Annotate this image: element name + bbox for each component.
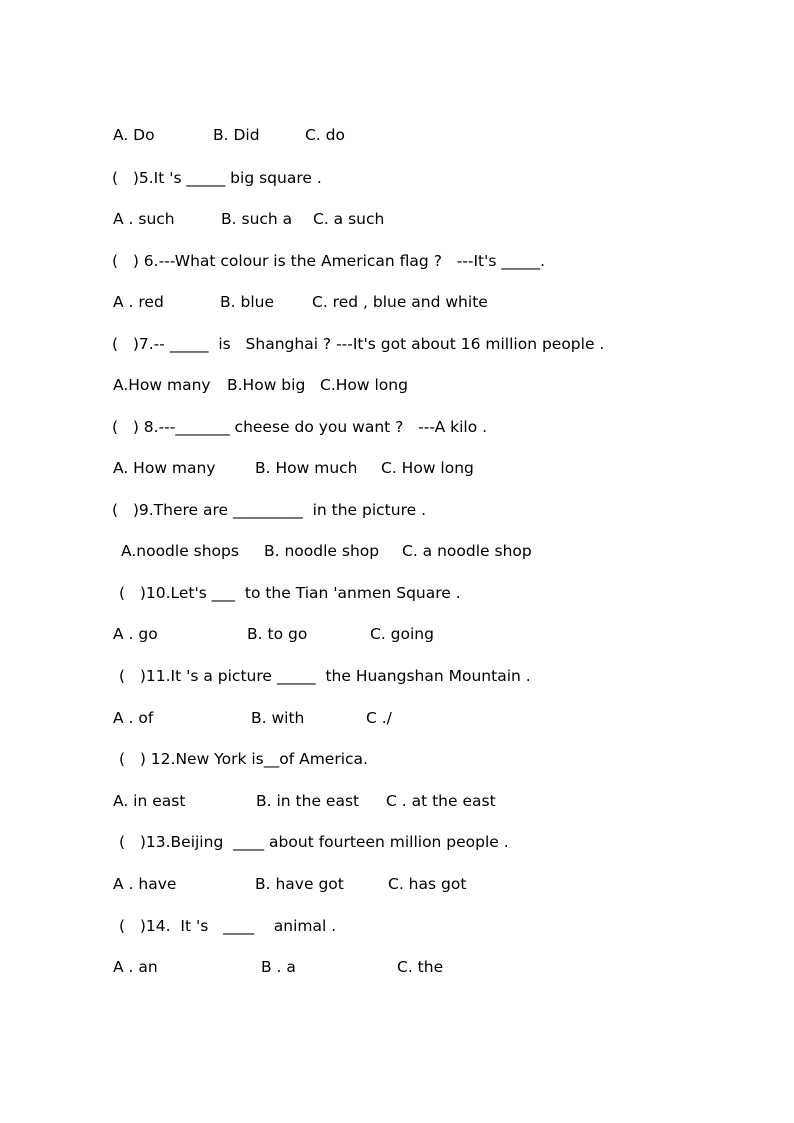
question-text: ( )5.It 's _____ big square .	[112, 169, 322, 187]
question-text: ( )10.Let's ___ to the Tian 'anmen Square .	[119, 584, 461, 602]
answer-option: B.How big	[227, 376, 306, 394]
answer-option: C. going	[370, 625, 434, 643]
answer-option: C. How long	[381, 459, 474, 477]
answer-option: C . at the east	[386, 792, 496, 810]
question-line	[0, 664, 794, 688]
question-line	[0, 332, 794, 356]
question-line	[0, 581, 794, 605]
answer-option: A.How many	[113, 376, 211, 394]
answer-option: C. red , blue and white	[312, 293, 488, 311]
answer-options-line	[0, 706, 794, 730]
answer-options-line	[0, 622, 794, 646]
question-line	[0, 498, 794, 522]
answer-option: B . a	[261, 958, 296, 976]
answer-option: B. such a	[221, 210, 293, 228]
answer-option: A . go	[113, 625, 158, 643]
answer-option: A. How many	[113, 459, 216, 477]
answer-options-line	[0, 789, 794, 813]
question-text: ( )11.It 's a picture _____ the Huangshan Mountain .	[119, 667, 531, 685]
answer-option: C. a noodle shop	[402, 542, 532, 560]
answer-option: C ./	[366, 709, 392, 727]
answer-options-line	[0, 955, 794, 979]
answer-option: B. blue	[220, 293, 274, 311]
question-line	[0, 249, 794, 273]
answer-options-line	[0, 207, 794, 231]
question-line	[0, 914, 794, 938]
question-text: ( )7.-- _____ is Shanghai ? ---It's got about 16 million people .	[112, 335, 605, 353]
question-text: ( )14. It 's ____ animal .	[119, 917, 337, 935]
answer-option: C. a such	[313, 210, 385, 228]
question-line	[0, 415, 794, 439]
answer-option: B. have got	[255, 875, 344, 893]
answer-option: A . red	[113, 293, 164, 311]
answer-options-line	[0, 456, 794, 480]
answer-option: A . an	[113, 958, 158, 976]
answer-option: C. the	[397, 958, 444, 976]
answer-option: B. to go	[247, 625, 308, 643]
answer-options-line	[0, 290, 794, 314]
question-text: ( )9.There are _________ in the picture .	[112, 501, 426, 519]
question-line	[0, 166, 794, 190]
answer-option: A. Do	[113, 126, 155, 144]
answer-option: A.noodle shops	[121, 542, 239, 560]
question-text: ( ) 6.---What colour is the American flag ? ---It's _____.	[112, 252, 546, 270]
answer-option: B. in the east	[256, 792, 360, 810]
question-line	[0, 830, 794, 854]
question-line	[0, 747, 794, 771]
answer-option: C.How long	[320, 376, 408, 394]
answer-option: B. noodle shop	[264, 542, 380, 560]
question-text: ( )13.Beijing ____ about fourteen million people .	[119, 833, 509, 851]
answer-options-line	[0, 373, 794, 397]
answer-option: B. Did	[213, 126, 260, 144]
answer-option: B. How much	[255, 459, 358, 477]
answer-option: C. do	[305, 126, 345, 144]
answer-option: A. in east	[113, 792, 186, 810]
question-text: ( ) 12.New York is__of America.	[119, 750, 368, 768]
answer-option: B. with	[251, 709, 305, 727]
answer-options-line	[0, 123, 794, 147]
answer-option: A . have	[113, 875, 177, 893]
answer-options-line	[0, 539, 794, 563]
answer-option: C. has got	[388, 875, 467, 893]
answer-option: A . of	[113, 709, 154, 727]
answer-options-line	[0, 872, 794, 896]
answer-option: A . such	[113, 210, 175, 228]
question-text: ( ) 8.---_______ cheese do you want ? ---A kilo .	[112, 418, 488, 436]
